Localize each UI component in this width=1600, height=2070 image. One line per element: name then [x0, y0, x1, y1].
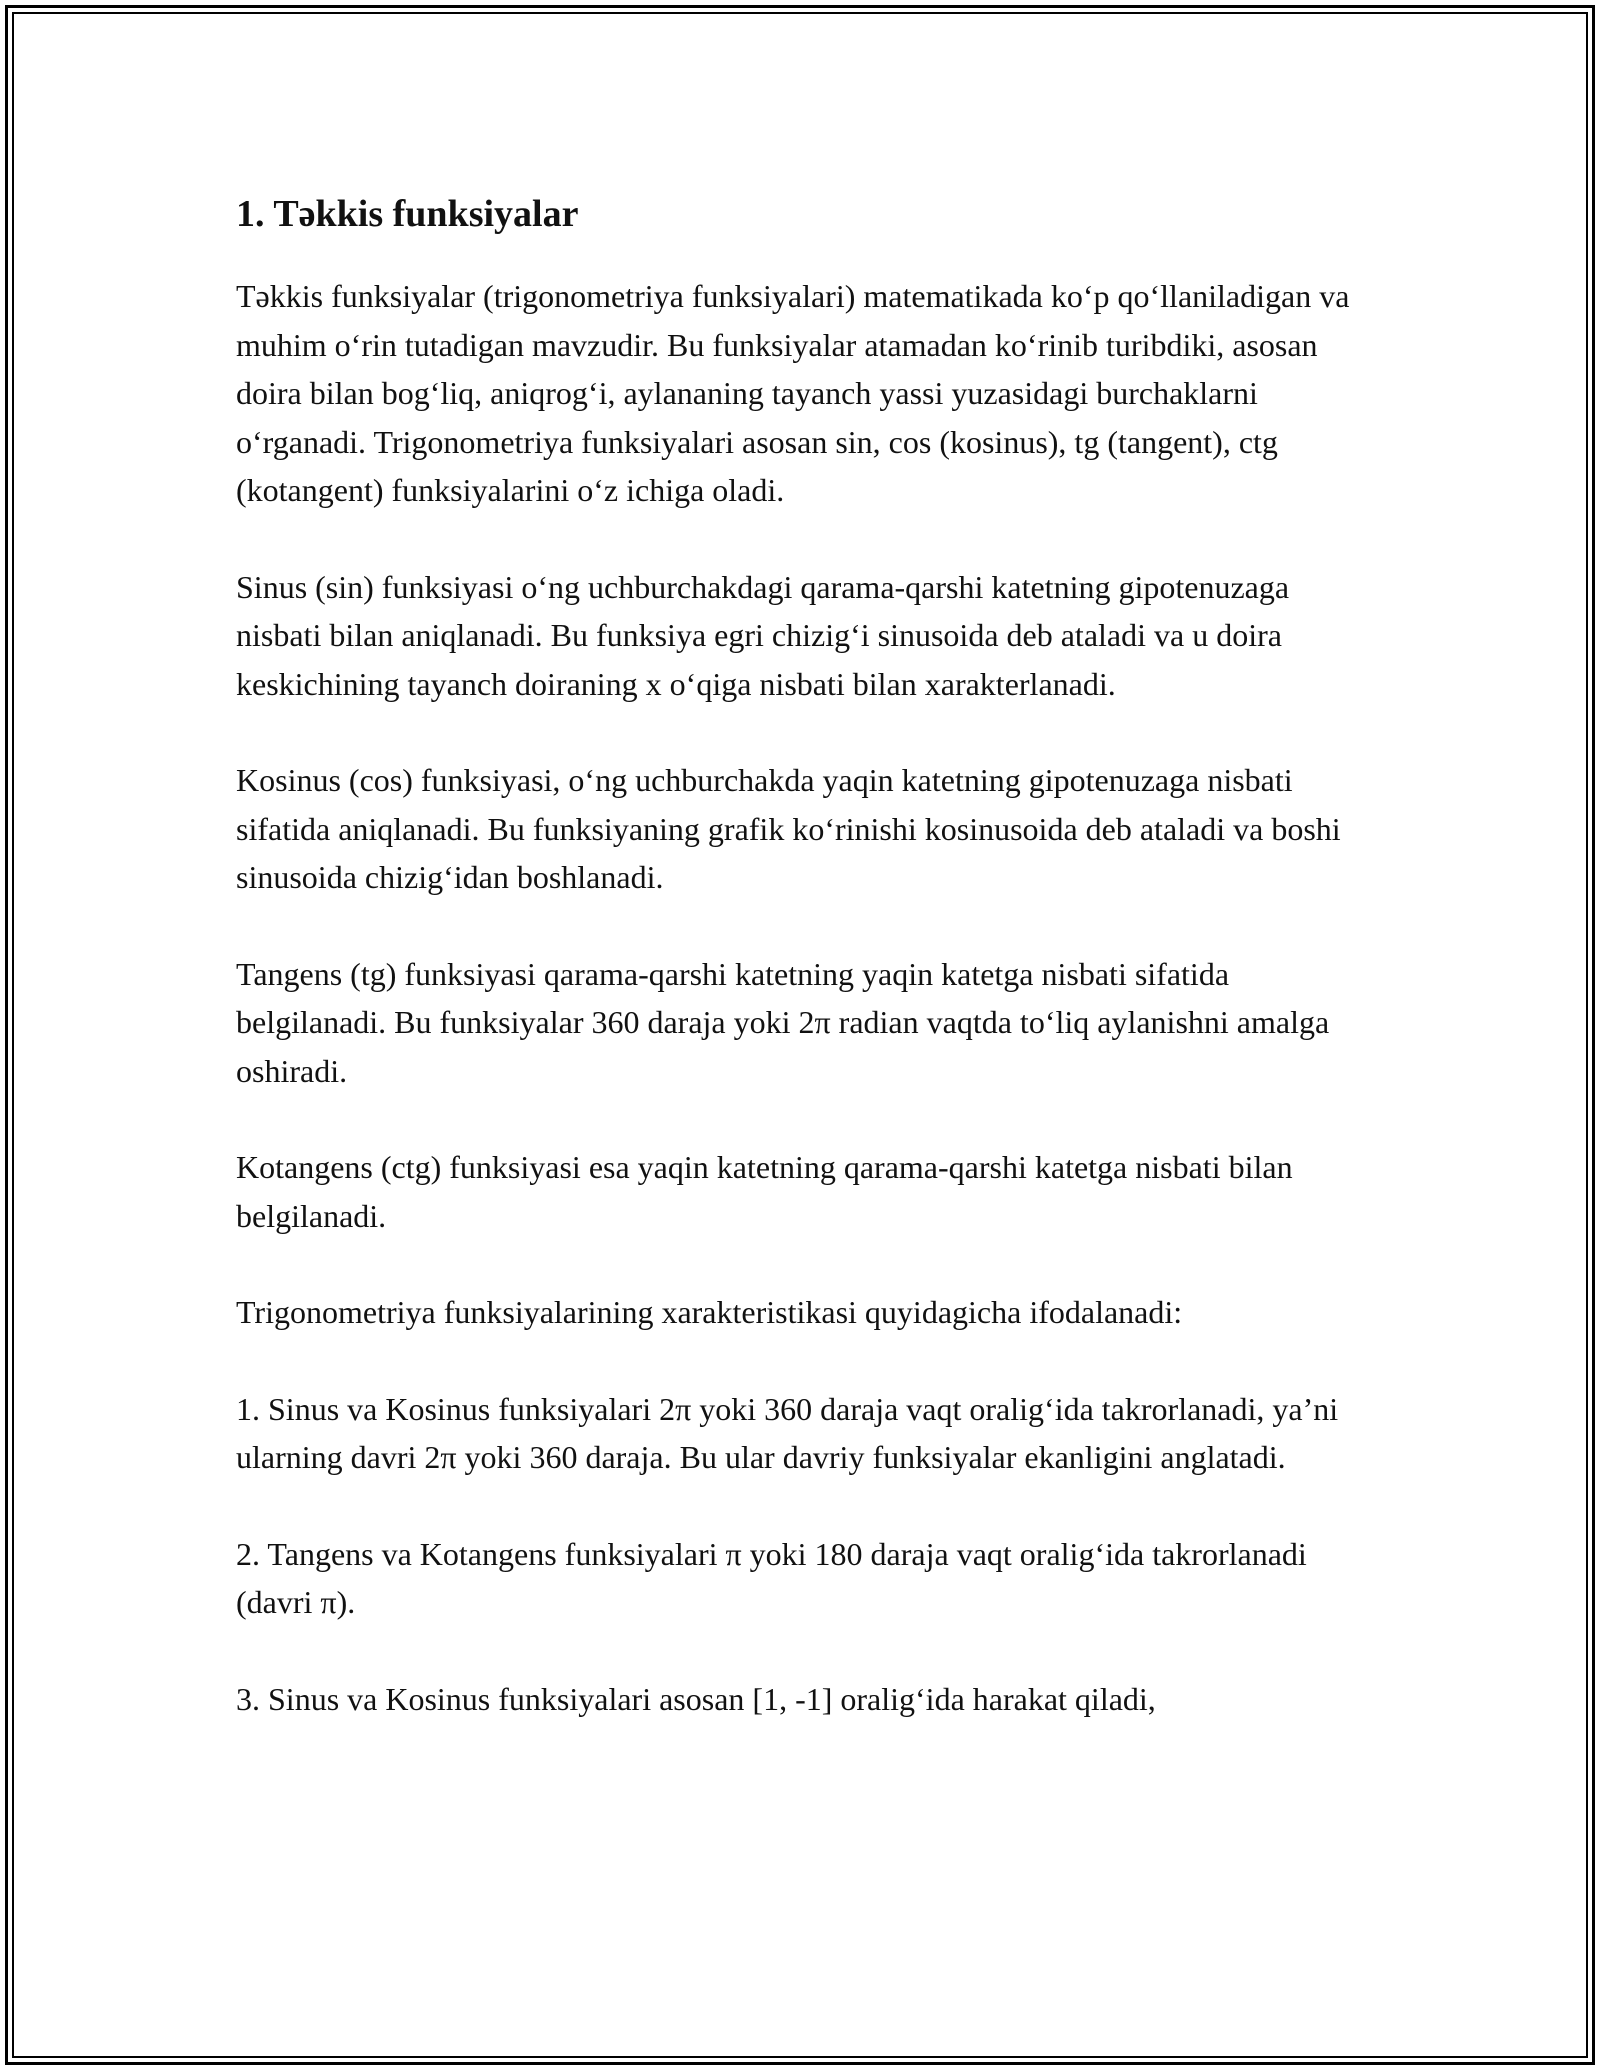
- paragraph-intro: Təkkis funksiyalar (trigonometriya funksiyalari) matematikada ko‘p qo‘llaniladigan va muhim o‘rin tutadigan mavzudir. Bu funksiyalar atamadan ko‘rinib turibdiki, asosan doira bilan bog‘liq, aniqrog‘i, aylananing tayanch yassi yuzasidagi burchaklarni o‘rganadi. Trigonometriya funksiyalari asosan sin, cos (kosinus), tg (tangent), ctg (kotangent) funksiyalarini o‘z ichiga oladi.: [236, 278, 1350, 508]
- paragraph-characteristics-intro: Trigonometriya funksiyalarining xarakteristikasi quyidagicha ifodalanadi:: [236, 1294, 1183, 1330]
- list-item-1: 1. Sinus va Kosinus funksiyalari 2π yoki 360 daraja vaqt oralig‘ida takrorlanadi, ya’ni ularning davri 2π yoki 360 daraja. Bu ular davriy funksiyalar ekanligini anglatadi.: [236, 1390, 1339, 1475]
- paragraph-tangens: Tangens (tg) funksiyasi qarama-qarshi katetning yaqin katetga nisbati sifatida belgilanadi. Bu funksiyalar 360 daraja yoki 2π radian vaqtda to‘liq aylanishni amalga oshiradi.: [236, 955, 1330, 1089]
- paragraph-kosinus: Kosinus (cos) funksiyasi, o‘ng uchburchakda yaqin katetning gipotenuzaga nisbati sifatida aniqlanadi. Bu funksiyaning grafik ko‘rinishi kosinusoida deb ataladi va boshi sinusoida chizig‘idan boshlanadi.: [236, 762, 1341, 895]
- section-heading: 1. Təkkis funksiyalar: [236, 193, 579, 235]
- list-item-3: 3. Sinus va Kosinus funksiyalari asosan [1, -1] oralig‘ida harakat qiladi,: [236, 1680, 1156, 1717]
- paragraph-kotangens: Kotangens (ctg) funksiyasi esa yaqin katetning qarama-qarshi katetga nisbati bilan belgilanadi.: [236, 1149, 1293, 1234]
- document-body: [236, 188, 1376, 1723]
- list-item-2: 2. Tangens va Kotangens funksiyalari π yoki 180 daraja vaqt oralig‘ida takrorlanadi (davri π).: [236, 1535, 1307, 1620]
- paragraph-sinus: Sinus (sin) funksiyasi o‘ng uchburchakdagi qarama-qarshi katetning gipotenuzaga nisbati bilan aniqlanadi. Bu funksiya egri chizig‘i sinusoida deb ataladi va u doira keskichining tayanch doiraning x o‘qiga nisbati bilan xarakterlanadi.: [236, 568, 1290, 702]
